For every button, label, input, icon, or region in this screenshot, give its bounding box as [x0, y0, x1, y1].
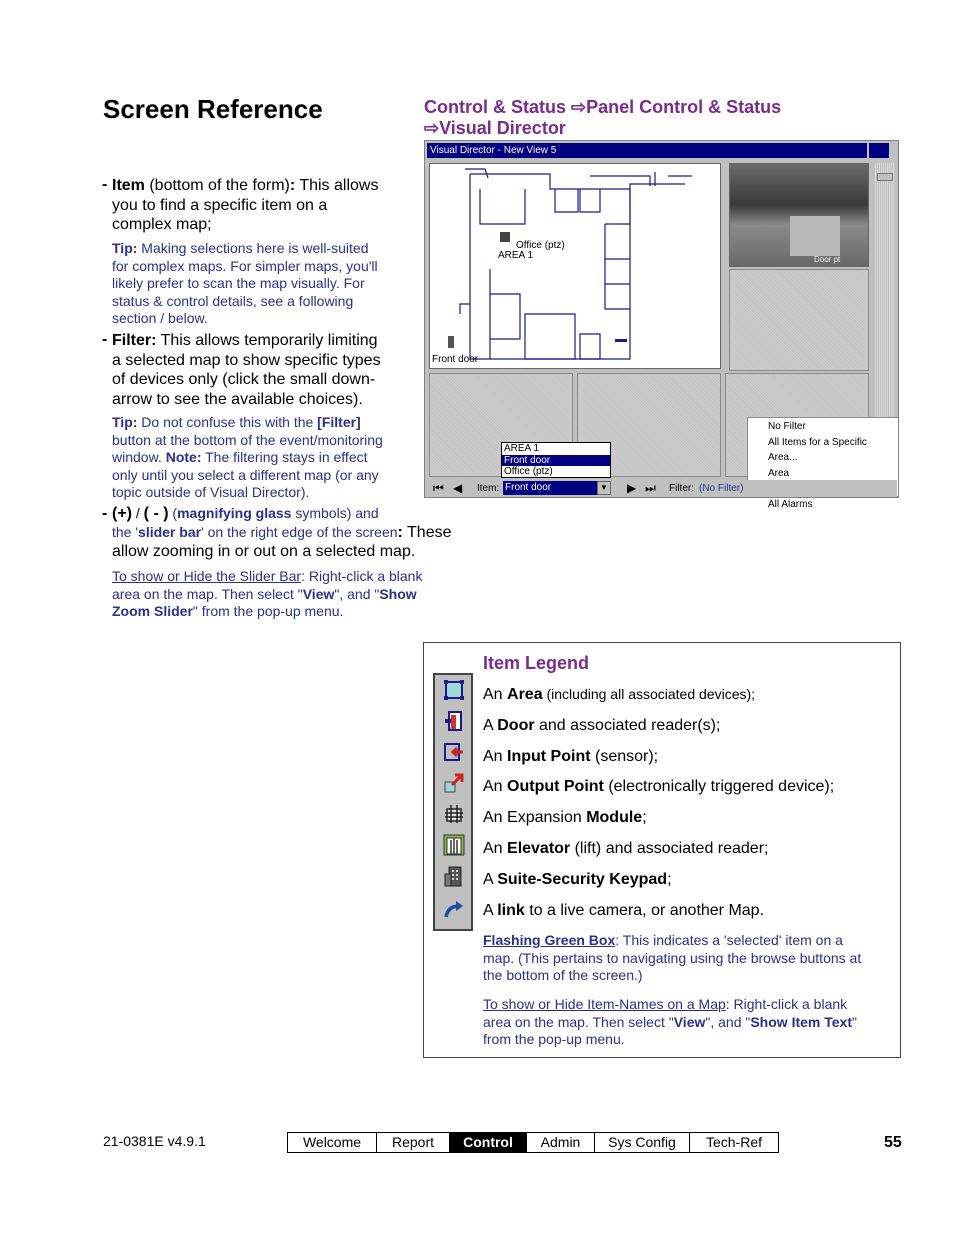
tab-tech-ref[interactable]: Tech-Ref	[705, 1134, 763, 1150]
item-label: Item:	[477, 483, 500, 494]
breadcrumb	[424, 97, 854, 139]
arrow-right-icon: ⇨	[424, 118, 440, 138]
item-description: Item (bottom of the form): This allows you to find a specific item on a complex map;	[112, 177, 379, 233]
legend-row-keypad: A Suite-Security Keypad;	[483, 871, 672, 888]
breadcrumb-visual-director[interactable]: Visual Director	[439, 118, 566, 138]
last-item-icon[interactable]: ⏭	[645, 481, 656, 495]
page-title: Screen Reference	[103, 94, 323, 124]
slider-bar-link[interactable]: To show or Hide the Slider Bar	[112, 568, 302, 584]
tip-item: Tip: Making selections here is well-suited for complex maps. For simpler maps, you'll likely prefer to scan the map visually. For status & control details, see a following section / below.	[112, 240, 378, 326]
legend-title: Item Legend	[483, 653, 590, 673]
area-icon	[443, 679, 465, 701]
dropdown-option[interactable]: Office (ptz)	[504, 466, 553, 477]
office-ptz-marker	[500, 232, 510, 242]
link-icon	[443, 898, 465, 920]
legend-row-input-point: An Input Point (sensor);	[483, 748, 659, 765]
bullet-dash: -	[102, 176, 108, 193]
filter-value[interactable]: (No Filter)	[699, 483, 744, 494]
camera-view[interactable]	[729, 163, 869, 267]
map-label-office: Office (ptz)	[516, 240, 565, 251]
camera-image	[790, 216, 840, 256]
keypad-icon	[443, 865, 465, 887]
legend-icon-strip	[433, 673, 473, 931]
map-label-front-door: Front door	[432, 354, 479, 365]
legend-row-output-point: An Output Point (electronically triggered device);	[483, 778, 835, 795]
previous-item-icon[interactable]: ◀	[453, 481, 463, 495]
window-title-bar	[869, 143, 889, 158]
next-item-icon[interactable]: ▶	[627, 481, 637, 495]
filter-label: Filter:	[669, 483, 694, 494]
document-id: 21-0381E v4.9.1	[103, 1133, 206, 1149]
bullet-dash: -	[102, 505, 108, 522]
visual-director-screenshot	[424, 140, 899, 510]
filter-description: Filter: This allows temporarily limiting a selected map to show specific types of devices only (click the small down- arrow to see the available choices).	[112, 332, 381, 408]
zoom-description: (+) / ( - ) (magnifying glass symbols) and the 'slider bar' on the right edge of the screen: These allow zooming in or out on a selected map.	[112, 505, 452, 560]
tab-control[interactable]: Control	[450, 1133, 527, 1152]
legend-row-door: A Door and associated reader(s);	[483, 717, 721, 734]
bullet-dash: -	[102, 331, 108, 348]
tab-admin[interactable]: Admin	[527, 1133, 595, 1152]
floor-plan-drawing	[430, 164, 720, 368]
legend-row-elevator: An Elevator (lift) and associated reader;	[483, 840, 769, 857]
module-icon	[443, 803, 465, 825]
flashing-green-box-link[interactable]: Flashing Green Box	[483, 932, 616, 948]
item-names-note: To show or Hide Item-Names on a Map: Right-click a blank area on the map. Then select "View", and "Show Item Text" from the pop-up menu.	[483, 996, 857, 1047]
filter-menu-item[interactable]: All Alarms	[768, 498, 813, 510]
dropdown-option[interactable]: Front door	[502, 455, 610, 467]
page-number: 55	[884, 1134, 902, 1151]
map-label-area: AREA 1	[498, 250, 534, 261]
tab-sys-config[interactable]: Sys Config	[595, 1133, 690, 1152]
door-icon	[443, 710, 465, 732]
tip-filter: Tip: Do not confuse this with the [Filter] button at the bottom of the event/monitoring window. Note: The filtering stays in effect only until you select a different map (or any topic outside of Visual Director).	[112, 414, 383, 500]
tab-report[interactable]: Report	[377, 1133, 450, 1152]
output-point-icon	[443, 772, 465, 794]
filter-menu-item[interactable]: No Filter	[768, 421, 806, 432]
breadcrumb-control-status[interactable]: Control & Status	[424, 97, 571, 117]
navigation-bar	[427, 480, 897, 497]
filter-menu-item[interactable]: Area	[768, 467, 790, 479]
first-item-icon[interactable]: ⏮	[433, 481, 444, 495]
window-title: Visual Director - New View 5	[427, 143, 867, 158]
input-point-icon	[443, 741, 465, 763]
legend-row-module: An Expansion Module;	[483, 809, 647, 826]
item-dropdown-list[interactable]	[501, 442, 611, 478]
zoom-slider[interactable]	[875, 163, 895, 417]
camera-caption: Door pt	[814, 255, 841, 264]
footer-nav-tabs	[287, 1132, 779, 1153]
item-legend-box	[423, 642, 901, 1058]
empty-pane[interactable]	[729, 269, 869, 371]
tip-slider: To show or Hide the Slider Bar: Right-click a blank area on the map. Then select "View", and "Show Zoom Slider" from the pop-up menu.	[112, 568, 423, 619]
breadcrumb-panel-control[interactable]: Panel Control & Status	[586, 97, 782, 117]
flashing-green-box-note: Flashing Green Box: This indicates a 'selected' item on a map. (This pertains to navigating using the browse buttons at the bottom of the screen.)	[483, 932, 862, 983]
item-names-link[interactable]: To show or Hide Item-Names on a Map	[483, 996, 726, 1012]
dropdown-option[interactable]: AREA 1	[504, 443, 540, 454]
tab-welcome[interactable]: Welcome	[288, 1133, 377, 1152]
zoom-slider-thumb[interactable]	[877, 173, 893, 181]
item-select[interactable]: Front door	[503, 481, 611, 495]
chevron-down-icon[interactable]: ▼	[597, 481, 611, 495]
legend-row-link: A link to a live camera, or another Map.	[483, 902, 765, 919]
elevator-icon	[443, 834, 465, 856]
floor-map[interactable]	[429, 163, 721, 369]
front-door-marker	[448, 336, 454, 348]
legend-row-area: An Area (including all associated devices);	[483, 686, 756, 703]
filter-menu-item[interactable]: All Items for a Specific Area...	[768, 436, 867, 463]
arrow-right-icon: ⇨	[571, 97, 587, 117]
